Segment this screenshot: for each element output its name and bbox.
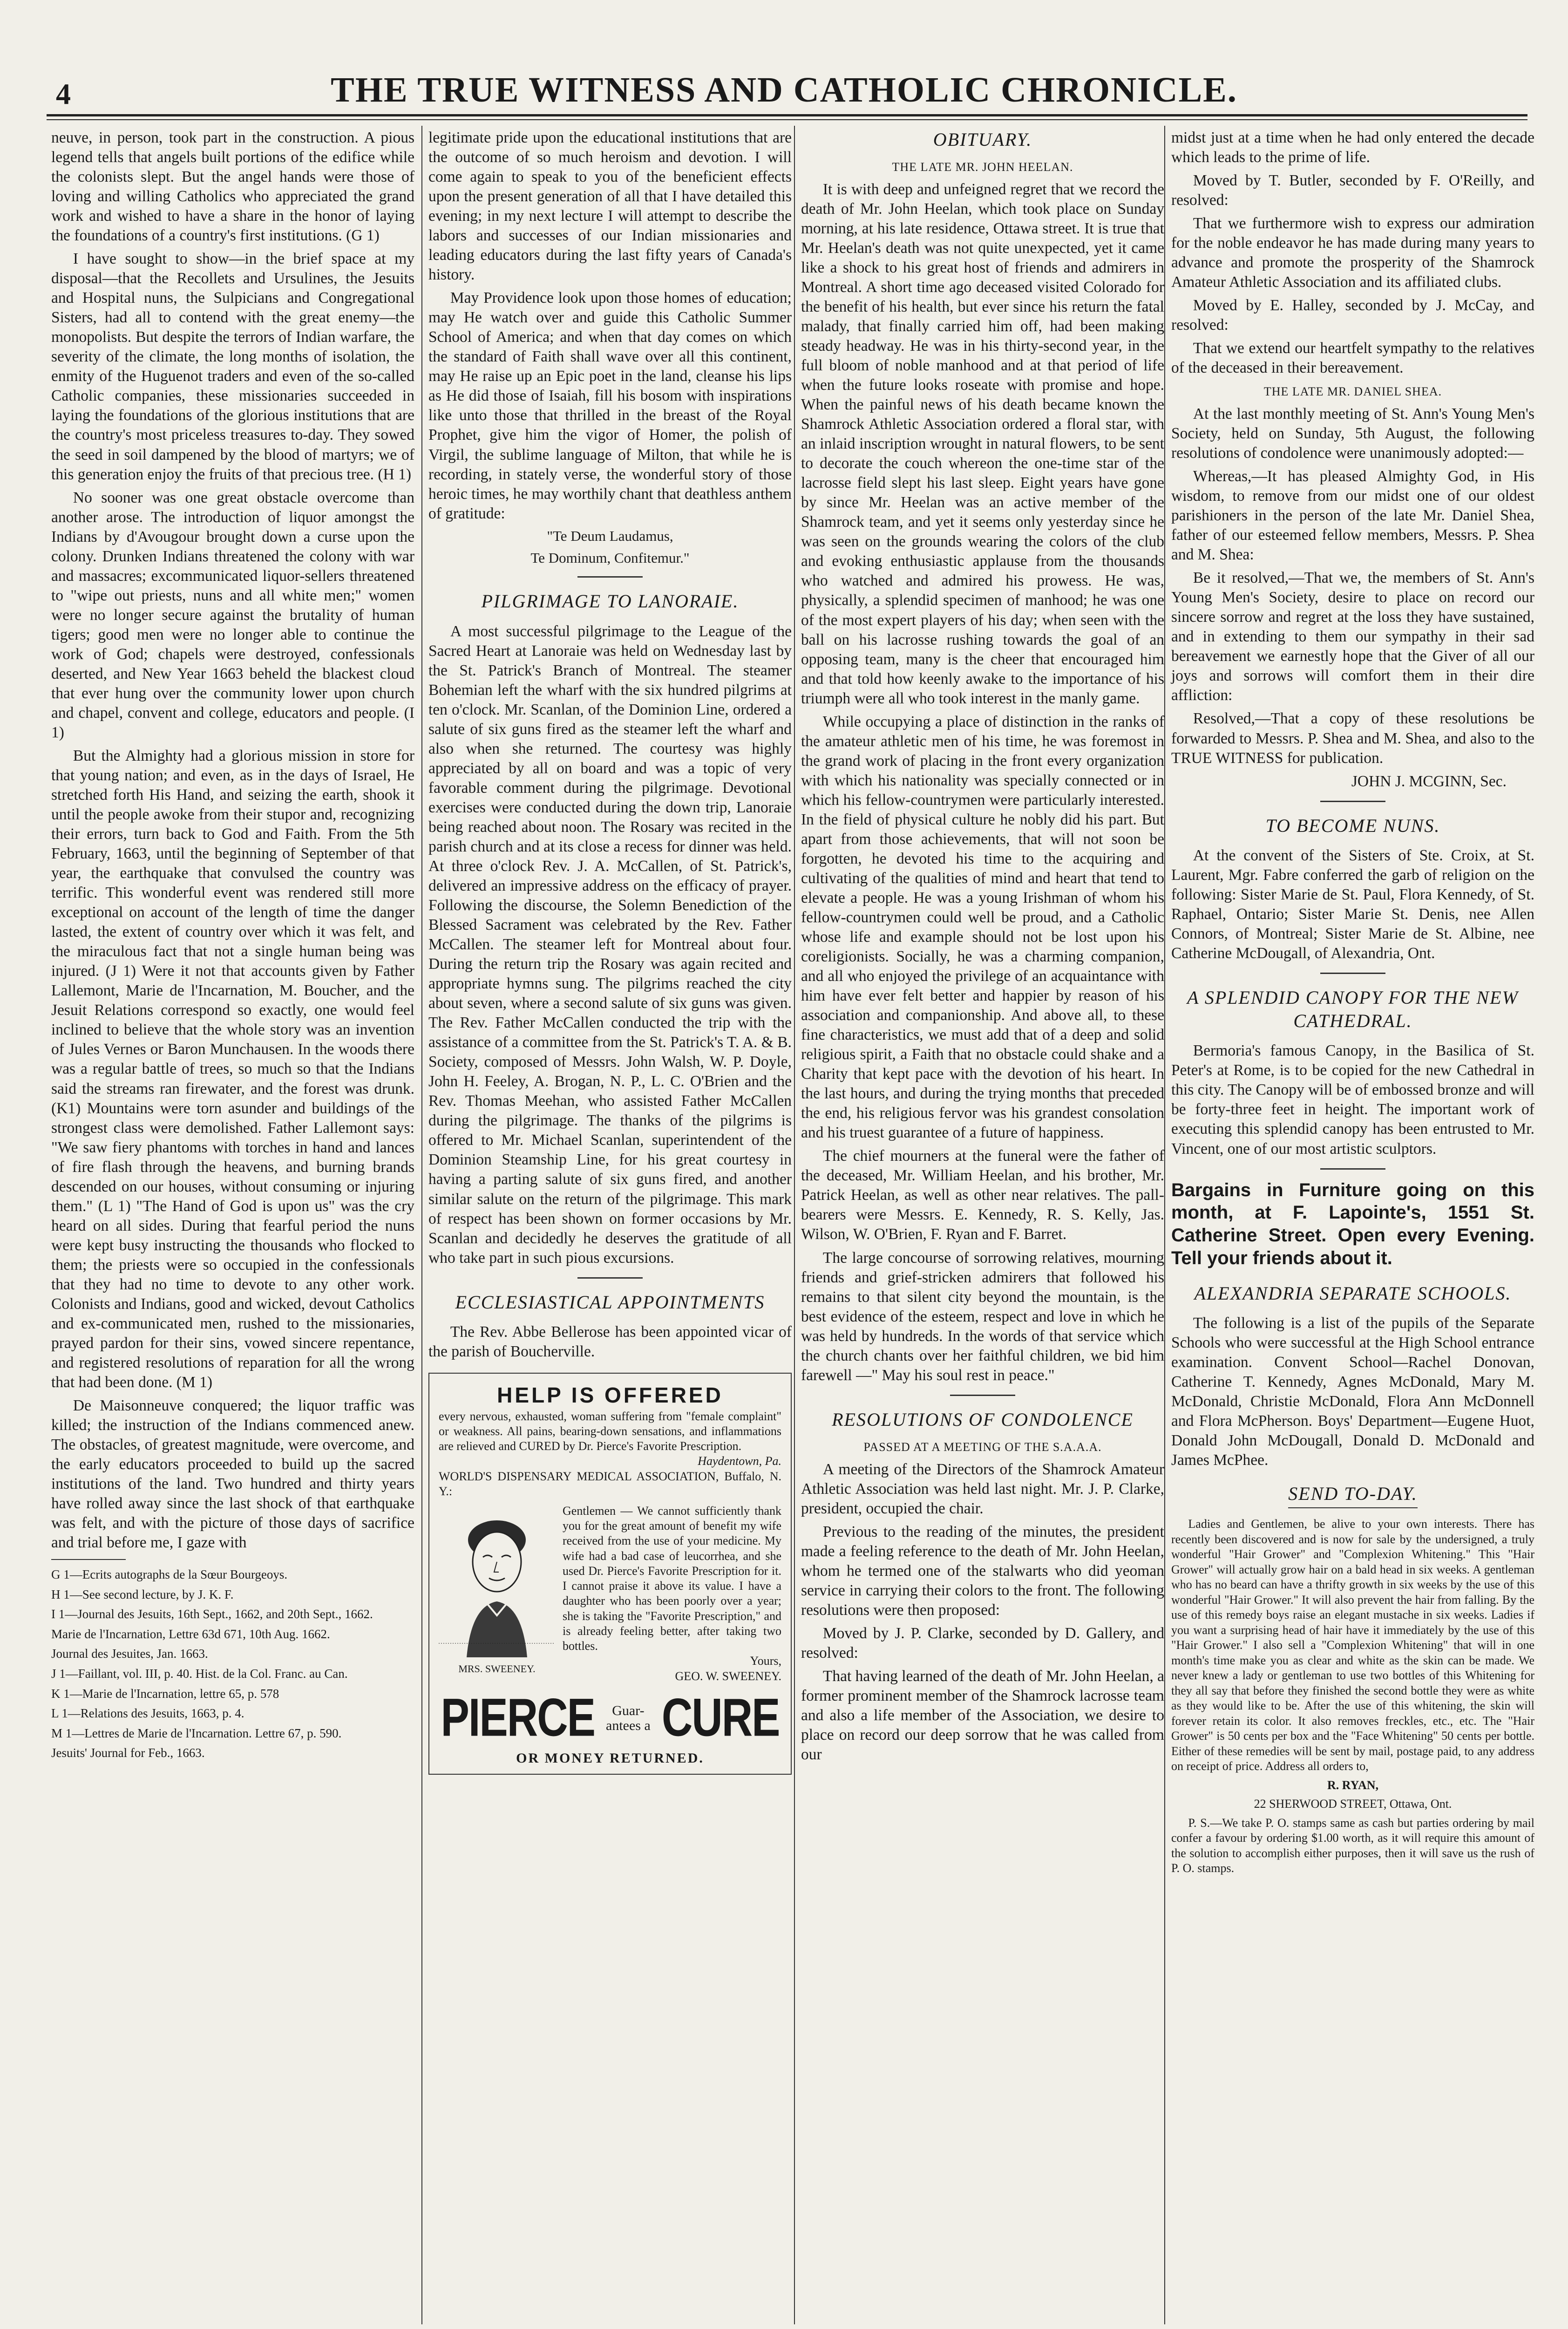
section-heading: OBITUARY. xyxy=(933,129,1032,150)
article-paragraph: Previous to the reading of the minutes, the president made a feeling reference to the death of Mr. John Heelan, whom he termed one of the stalwarts who did yeoman service in carrying their colors to the front. The following resolutions were then proposed: xyxy=(801,1523,1164,1619)
footnote: Marie de l'Incarnation, Lettre 63d 671, 10th Aug. 1662. xyxy=(51,1627,330,1641)
ad-title: HELP IS OFFERED xyxy=(497,1382,723,1407)
section-rule xyxy=(1320,973,1385,974)
quote-line: Te Dominum, Confitemur." xyxy=(530,549,690,566)
section-heading: A SPLENDID CANOPY FOR THE NEW CATHEDRAL. xyxy=(1187,987,1519,1032)
pierce-logo xyxy=(439,1688,781,1748)
column-divider xyxy=(794,126,795,2324)
article-paragraph: The chief mourners at the funeral were the father of the deceased, Mr. William Heelan, and his brother, Mr. Patrick Heelan, as well as other near relatives. The pall-bearers were Messrs. E. Kennedy, R. S. Kelly, Jas. Wilson, W. O'Brien, F. Ryan and F. Barret. xyxy=(801,1147,1164,1243)
column-1 xyxy=(51,128,414,1765)
portrait-block xyxy=(439,1504,555,1684)
section-heading: ECCLESIASTICAL APPOINTMENTS xyxy=(455,1291,765,1313)
footnote: M 1—Lettres de Marie de l'Incarnation. Lettre 67, p. 590. xyxy=(51,1726,342,1740)
ad-signature: R. RYAN, xyxy=(1327,1778,1379,1792)
footnote: G 1—Ecrits autographs de la Sœur Bourgeoys. xyxy=(51,1567,288,1582)
ad-testimonial xyxy=(439,1504,781,1684)
article-paragraph: But the Almighty had a glorious mission in store for that young nation; and even, as in the days of Israel, He stretched forth His Hand, and seizing the earth, shook it until the people awoke from their stupor and, recognizing their errors, turn back to God and Faith. From the 5th February, 1663, until the beginning of September of that year, the earthquake that convulsed the country was terrific. This wonderful event was rendered still more exceptional on account of the length of time the danger lasted, the extent of country over which it was felt, and the miraculous fact that not a single human being was injured. (J 1) Were it not that accounts given by Father Lallemont, Marie de l'Incarnation, M. Boucher, and the Jesuit Relations correspond so exactly, one would feel inclined to believe that the whole story was an invention of Jules Vernes or Baron Munchausen. In the woods there was a regular battle of trees, so much so that the Indians said the streams ran firewater, and the forest was drunk. (K1) Mountains were torn asunder and buildings of the strongest class were demolished. Father Lallemont says: "We saw fiery phantoms with torches in hand and lances of fire flash through the heavens, and burning brands descended on our houses, without consuming or injuring them." (L 1) "The Hand of God is upon us" was the cry heard on all sides. During that fearful period the nuns were kept busy instructing the thousands who flocked to them; the priests were so occupied in the confessionals that they had no time to devote to any other work. Colonists and Indians, good and wicked, devout Catholics and ex-communicated men, rushed to the missionaries, prayed pardon for their sins, vowed sincere repentance, and registered resolutions of reparation for all the wrong that had been done. (M 1) xyxy=(51,747,414,1391)
article-paragraph: legitimate pride upon the educational institutions that are the outcome of so much heroism and devotion. I will come again to speak to you of the beneficient effects upon the present generation of all that I have detailed this evening; in my next lecture I will attempt to describe the labors and successes of our Indian missionaries and leading educators during the last fifty years of Canada's history. xyxy=(428,129,792,284)
ad-place: Haydentown, Pa. xyxy=(698,1454,781,1468)
article-paragraph: A meeting of the Directors of the Shamrock Amateur Athletic Association was held last night. Mr. J. P. Clarke, president, occupied the chair. xyxy=(801,1460,1164,1517)
section-heading: PILGRIMAGE TO LANORAIE. xyxy=(481,591,739,612)
footnote: Jesuits' Journal for Feb., 1663. xyxy=(51,1746,205,1760)
article-paragraph: De Maisonneuve conquered; the liquor traffic was killed; the instruction of the Indians commenced anew. The obstacles, of greatest magnitude, were overcome, and the early educators proceeded to build up the sacred institutions of the land. Two hundred and thirty years have rolled away since the last shock of that earthquake was felt, and with the picture of those days of sacrifice and trial before me, I gaze with xyxy=(51,1397,414,1552)
footnote: L 1—Relations des Jesuits, 1663, p. 4. xyxy=(51,1706,244,1721)
section-subheading: PASSED AT A MEETING OF THE S.A.A.A. xyxy=(863,1440,1102,1454)
article-paragraph: That we furthermore wish to express our admiration for the noble endeavor he has made during many years to advance and promote the prosperity of the Shamrock Amateur Athletic Association and its affiliated clubs. xyxy=(1171,215,1534,291)
header-rule-thin xyxy=(47,119,1527,120)
letter-closing: Yours, xyxy=(750,1654,781,1668)
letter-text: Gentlemen — We cannot sufficiently thank you for the great amount of benefit my wife received from the use of your medicine. My wife had a bad case of leucorrhea, and she used Dr. Pierce's Favorite Prescription for it. I cannot praise it above its value. I have a daughter who has been poorly over a year; she is taking the "Favorite Prescription," and is already feeling better, after taking two bottles. xyxy=(563,1504,781,1653)
article-paragraph: May Providence look upon those homes of education; may He watch over and guide this Catholic Summer School of America; and when that day comes on which the standard of Faith shall wave over all this continent, may He raise up an Epic poet in the land, cleanse his lips as He did those of Isaiah, fill his bosom with inspirations like unto those that thrilled in the breast of the Royal Prophet, give him the vigor of Homer, the polish of Virgil, the sublime language of Milton, that while he is recording, in stately verse, the wonderful story of those heroic times, he may worthily chant that deathless anthem of gratitude: xyxy=(428,289,792,522)
article-paragraph: A most successful pilgrimage to the League of the Sacred Heart at Lanoraie was held on Wednesday last by the St. Patrick's Branch of Montreal. The steamer Bohemian left the wharf with the six hundred pilgrims at ten o'clock. Mr. Scanlan, of the Dominion Line, ordered a salute of six guns fired as the steamer left the wharf and also when she returned. The courtesy was highly appreciated by all on board and was a topic of very favorable comment during the pilgrimage. Devotional exercises were conducted during the down trip, Lanoraie being reached about noon. The Rosary was recited in the parish church and at its close a recess for dinner was held. At three o'clock Rev. J. A. McCallen, of St. Patrick's, delivered an impressive address on the efficacy of prayer. Following the discourse, the Solemn Benediction of the Blessed Sacrament was celebrated by the Rev. Father McCallen. The steamer left for Montreal about four. During the return trip the Rosary was again recited and appropriate hymns sung. The pilgrims reached the city about seven, where a second salute of six guns was given. The Rev. Father McCallen conducted the trip with the assistance of a committee from the St. Patrick's T. A. & B. Society, composed of Messrs. John Walsh, W. P. Doyle, John H. Feeley, A. Brogan, N. P., L. C. O'Brien and the Rev. Thomas Meehan, who assisted Father McCallen during the pilgrimage. The thanks of the pilgrims is offered to Mr. Michael Scanlan, superintendent of the Dominion Steamship Line, for his great courtesy in having a parting salute of six guns fired, and another similar salute on the return of the pilgrimage. This mark of respect has been shown on former occasions by Mr. Scanlan and decidedly he deserves the gratitude of all who take part in such pious excursions. xyxy=(428,622,792,1267)
article-paragraph: It is with deep and unfeigned regret that we record the death of Mr. John Heelan, which took place on Sunday morning, at his late residence, Ottawa street. It is true that Mr. Heelan's death was not quite unexpected, yet it came like a shock to his great host of friends and admirers in Montreal. A short time ago deceased visited Colorado for the benefit of his health, but ever since his return the fatal malady, that finally carried him off, had been making steady headway. He was in his thirty-second year, in the full bloom of noble manhood and at that period of life when the future looks roseate with promise and hope. When the painful news of his death became known the Shamrock Athletic Association ordered a floral star, with an inlaid inscription wrought in natural flowers, to be sent to decorate the couch whereon the one-time star of the lacrosse field slept his last sleep. Eight years have gone by since Mr. Heelan was an active member of the Shamrock team, and yet it seems only yesterday since he was seen on the grounds wearing the colors of the club and evoking enthusiastic applause from the thousands who watched and admired his prowess. He was, physically, a splendid specimen of manhood; he was one of the most expert players of his day; when seen with the ball on his lacrosse rushing towards the goal of an opposing team, many is the cheer that encouraged him and that told how keenly awake to the importance of his triumph were all who took interest in the manly game. xyxy=(801,180,1164,707)
section-heading: TO BECOME NUNS. xyxy=(1265,815,1440,836)
footnote: I 1—Journal des Jesuits, 16th Sept., 1662, and 20th Sept., 1662. xyxy=(51,1607,373,1621)
ad-association: WORLD'S DISPENSARY MEDICAL ASSOCIATION, Buffalo, N. Y.: xyxy=(439,1469,781,1498)
ad-address: 22 SHERWOOD STREET, Ottawa, Ont. xyxy=(1254,1797,1452,1811)
ad-footer: OR MONEY RETURNED. xyxy=(516,1750,704,1766)
footnote: K 1—Marie de l'Incarnation, lettre 65, p. 578 xyxy=(51,1686,279,1701)
section-subheading: THE LATE MR. JOHN HEELAN. xyxy=(892,160,1073,174)
section-rule xyxy=(1320,1168,1385,1170)
article-paragraph: Moved by J. P. Clarke, seconded by D. Gallery, and resolved: xyxy=(801,1624,1164,1662)
section-rule xyxy=(1320,801,1385,802)
signature: JOHN J. MCGINN, Sec. xyxy=(1351,772,1507,790)
section-heading: ALEXANDRIA SEPARATE SCHOOLS. xyxy=(1194,1282,1512,1304)
ad-postscript: P. S.—We take P. O. stamps same as cash but parties ordering by mail confer a favour by ordering $1.00 worth, as it will require this amount of the solution to accomplish either purposes, then it will save us the rush of P. O. stamps. xyxy=(1171,1816,1534,1875)
section-rule xyxy=(577,576,643,578)
section-heading: RESOLUTIONS OF CONDOLENCE xyxy=(832,1409,1134,1430)
article-paragraph: neuve, in person, took part in the construction. A pious legend tells that angels built portions of the edifice while the colonists slept. But the angel hands were those of loving and willing Catholics who appreciated the grand work and wished to have a share in the honor of laying the foundations of a country's first institutions. (G 1) xyxy=(51,129,414,245)
column-4 xyxy=(1171,128,1534,1880)
ad-body: every nervous, exhausted, woman suffering from "female complaint" or weakness. All pains, bearing-down sensations, and inflammations are relieved and CURED by Dr. Pierce's Favorite Prescription. xyxy=(439,1409,781,1453)
letter-signature: GEO. W. SWEENEY. xyxy=(675,1669,781,1683)
portrait-illustration-icon xyxy=(439,1504,555,1657)
ad-paragraph: Ladies and Gentlemen, be alive to your own interests. There has recently been discovered and is now for sale by the undersigned, a truly wonderful "Hair Grower" and "Complexion Whitening." This "Hair Grower" will actually grow hair on a bald head in six weeks. A gentleman who has no beard can have a thrifty growth in six weeks by the use of this wonderful "Hair Grower." It will also prevent the hair from falling. By the use of this remedy boys raise an elegant mustache in six weeks. Ladies if you want a surprising head of hair have it immediately by the use of this "Hair Grower." I also sell a "Complexion Whitening" that will in one month's time make you as clear and white as the skin can be made. We never knew a lady or gentleman to use two bottles of this Whitening for they all say that before they finished the second bottle they were as white as they would like to be. After the use of this whitening, the skin will forever retain its color. It also removes freckles, etc., etc. The "Hair Grower" is 50 cents per box and the "Face Whitening" 50 cents per bottle. Either of these remedies will be sent by mail, postage paid, to any address on receipt of price. Address all orders to, xyxy=(1171,1517,1534,1773)
masthead: THE TRUE WITNESS AND CATHOLIC CHRONICLE. xyxy=(331,70,1237,109)
section-subheading: THE LATE MR. DANIEL SHEA. xyxy=(1263,385,1442,399)
footnote: Journal des Jesuites, Jan. 1663. xyxy=(51,1647,208,1661)
article-paragraph: No sooner was one great obstacle overcome than another arose. The introduction of liquor amongst the Indians by d'Avougour brought down a curse upon the colony. Drunken Indians threatened the colony with war and massacres; excommunicated liquor-sellers threatened to "wipe out priests, nuns and all white men;" women were no longer secure against the brutality of human tigers; good men were no longer able to continue the work of God; chapels were destroyed, confessionals deserted, and New Year 1663 beheld the blackest cloud that ever hung over the community lower upon church and chapel, convent and college, educators and people. (I 1) xyxy=(51,489,414,741)
column-divider xyxy=(421,126,422,2324)
header-rule xyxy=(47,114,1527,116)
pierce-advertisement xyxy=(428,1373,792,1775)
brand-left: PIERCE xyxy=(441,1688,595,1748)
article-paragraph: That having learned of the death of Mr. John Heelan, a former prominent member of the Shamrock lacrosse team and also a life member of the Association, we desire to place on record our deep sorrow that he was called from our xyxy=(801,1667,1164,1763)
page-number: 4 xyxy=(56,77,71,110)
column-3 xyxy=(801,128,1164,1768)
ad-letter xyxy=(563,1504,781,1684)
article-paragraph: The large concourse of sorrowing relatives, mourning friends and grief-stricken admirers that followed his remains to that silent city beyond the mountain, is the best evidence of the esteem, respect and love in which he was held by hundreds. In the words of that service which the church chants over her faithful children, we bid him farewell —" May his soul rest in peace." xyxy=(801,1249,1164,1384)
column-divider xyxy=(1164,126,1165,2324)
article-paragraph: At the last monthly meeting of St. Ann's Young Men's Society, held on Sunday, 5th August, the following resolutions of condolence were unanimously adopted:— xyxy=(1171,405,1534,462)
article-paragraph: The Rev. Abbe Bellerose has been appointed vicar of the parish of Boucherville. xyxy=(428,1323,792,1360)
column-2 xyxy=(428,128,792,1775)
guar-line: Guar- xyxy=(612,1703,645,1719)
article-paragraph: Moved by T. Butler, seconded by F. O'Reilly, and resolved: xyxy=(1171,172,1534,209)
footnote: H 1—See second lecture, by J. K. F. xyxy=(51,1587,234,1601)
furniture-ad: Bargains in Furniture going on this month, at F. Lapointe's, 1551 St. Catherine Street. Open every Evening. Tell your friends about it. xyxy=(1171,1179,1534,1268)
section-rule xyxy=(950,1395,1015,1396)
article-paragraph: Whereas,—It has pleased Almighty God, in His wisdom, to remove from our midst one of our oldest parishioners in the person of the late Mr. Daniel Shea, father of our esteemed fellow members, Messrs. P. Shea and M. Shea: xyxy=(1171,468,1534,564)
article-paragraph: Be it resolved,—That we, the members of St. Ann's Young Men's Society, desire to place on record our sincere sorrow and regret at the loss they have sustained, and in extending to them our sympathy in their sad bereavement we earnestly hope that the Giver of all our joys and sorrows will comfort them in their dire affliction: xyxy=(1171,569,1534,704)
article-paragraph: While occupying a place of distinction in the ranks of the amateur athletic men of his time, he was foremost in the grand work of placing in the front every organization with which his nationality was specially connected or in which his fellow-countrymen were particularly interested. In the field of physical culture he nobly did his part. But apart from those achievements, that will not soon be forgotten, he devoted his time to the acquiring and cultivating of the qualities of mind and heart that tend to elevate a people. He was a young Irishman of whom his fellow-countrymen could well be proud, and a Catholic whose life and example should not be lost upon his coreligionists. Socially, he was a charming companion, and all who enjoyed the privilege of an acquaintance with him have ever felt better and happier by reason of his association and companionship. And above all, to these fine characteristics, we must add that of a deep and solid religious spirit, a Faith that no obstacle could shake and a Charity that kept pace with the devotion of his heart. In the last hours, and during the trying months that preceded the end, his religious fervor was his grandest consolation and his truest guarantee of a future of happiness. xyxy=(801,713,1164,1142)
antees-line: antees a xyxy=(606,1717,651,1733)
guarantee-text xyxy=(606,1703,651,1733)
brand-right: CURE xyxy=(661,1688,780,1748)
article-paragraph: At the convent of the Sisters of Ste. Croix, at St. Laurent, Mgr. Fabre conferred the garb of religion on the following: Sister Marie de St. Paul, Flora Kennedy, of St. Raphael, Ontario; Sister Marie St. Denis, nee Allen Connors, of Montreal; Sister Marie de St. Albine, nee Catherine McDougall, of Alexandria, Ont. xyxy=(1171,846,1534,962)
article-paragraph: That we extend our heartfelt sympathy to the relatives of the deceased in their bereavement. xyxy=(1171,340,1534,377)
send-today-title: SEND TO-DAY. xyxy=(1288,1482,1417,1508)
article-paragraph: I have sought to show—in the brief space at my disposal—that the Recollets and Ursulines, the Jesuits and Hospital nuns, the Sulpicians and Congregational Sisters, had all to contend with the great enemy—the monopolists. But despite the terrors of Indian warfare, the severity of the climate, the long months of isolation, the enmity of the Huguenot traders and even of the so-called Catholic companies, these missionaries succeeded in laying the foundations of the glorious institutions that are the country's most priceless treasures to-day. They sowed the seed in soil dampened by the blood of martyrs; we of this generation enjoy the fruits of that precious tree. (H 1) xyxy=(51,250,414,483)
section-heading xyxy=(1171,1482,1534,1508)
footnote-rule xyxy=(51,1559,126,1560)
quote-line: "Te Deum Laudamus, xyxy=(547,527,673,544)
portrait-caption: MRS. SWEENEY. xyxy=(458,1663,536,1675)
page-header xyxy=(0,0,1568,112)
footnote: J 1—Faillant, vol. III, p. 40. Hist. de la Col. Franc. au Can. xyxy=(51,1666,348,1681)
article-paragraph: Resolved,—That a copy of these resolutions be forwarded to Messrs. P. Shea and M. Shea, and also to the TRUE WITNESS for publication. xyxy=(1171,710,1534,767)
article-paragraph: The following is a list of the pupils of the Separate Schools who were successful at the High School entrance examination. Convent School—Rachel Donovan, Catherine T. Kennedy, Agnes McDonald, Mary M. McDonald, Christie McDonald, Flora Ann McDonnell and Flora McPherson. Boys' Department—Eugene Huot, Donald John McDougall, Donald D. McDonald and James McPhee. xyxy=(1171,1314,1534,1469)
article-paragraph: midst just at a time when he had only entered the decade which leads to the prime of life. xyxy=(1171,129,1534,166)
article-paragraph: Moved by E. Halley, seconded by J. McCay, and resolved: xyxy=(1171,297,1534,334)
section-rule xyxy=(577,1277,643,1279)
article-paragraph: Bermoria's famous Canopy, in the Basilica of St. Peter's at Rome, is to be copied for the new Cathedral in this city. The Canopy will be of embossed bronze and will be forty-three feet in height. The important work of executing this splendid canopy has been entrusted to Mr. Vincent, one of our most artistic sculptors. xyxy=(1171,1042,1534,1158)
